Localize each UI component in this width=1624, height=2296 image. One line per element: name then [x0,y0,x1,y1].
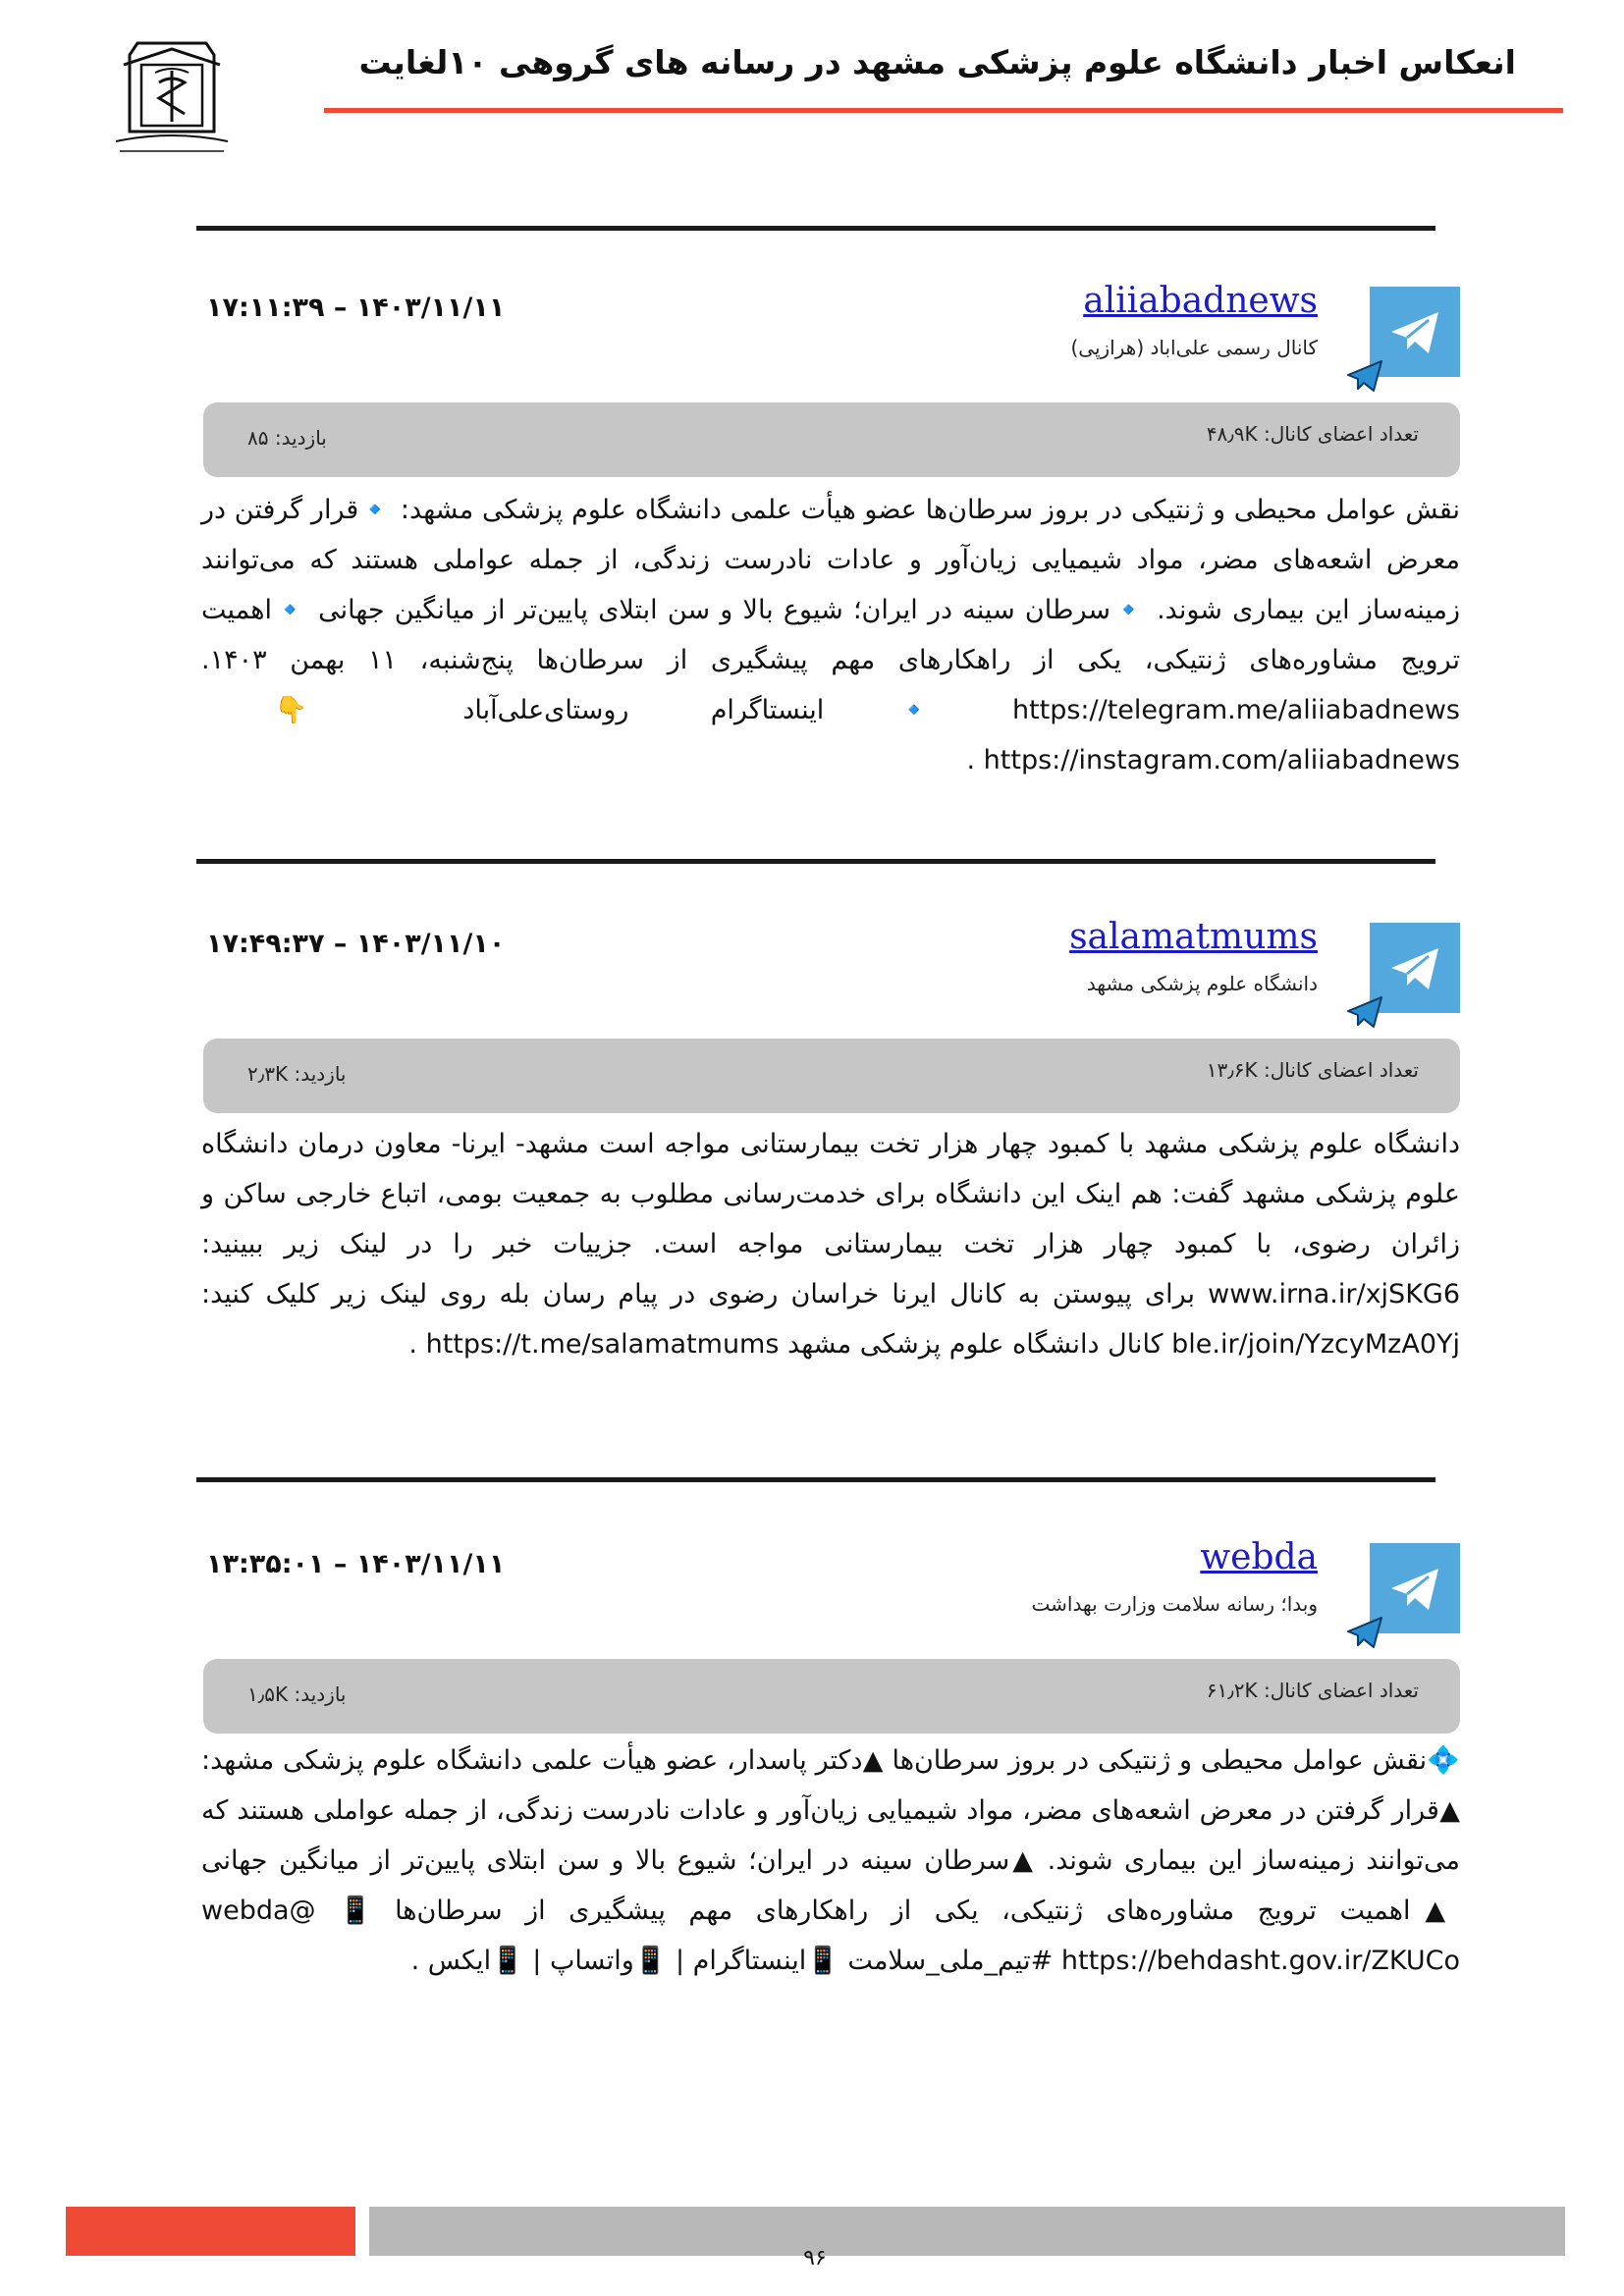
post-text: نقش عوامل محیطی و ژنتیکی در بروز سرطان‌ها عضو هیأت علمی دانشگاه علوم پزشکی مشهد: 🔹قرار گرفتن در معرض اشعه‌های مضر، مواد شیمیایی زیان‌آور و عادات نادرست زندگی، از جمله عواملی هستند که می‌توانند زمینه‌ساز این بیماری شوند. 🔹سرطان سینه در ایران؛ شیوع بالا و سن ابتلای پایین‌تر از میانگین جهانی 🔹اهمیت ترویج مشاوره‌های ژنتیکی، یکی از راهکارهای مهم پیشگیری از سرطان‌ها پنج‌شنبه، ۱۱ بهمن ۱۴۰۳. https://telegram.me/aliiabadnews 🔹اینستاگرام روستای‌علی‌آباد 👇 https://instagram.com/aliiabadnews . [201,495,1460,775]
footer-accent-bar [66,2207,355,2256]
page-number: ۹۶ [803,2246,827,2270]
telegram-plane-icon [1346,995,1383,1029]
university-logo [98,35,245,173]
stats-bar [203,1039,1460,1113]
view-count: بازدید: ۲٫۳K [247,1062,347,1086]
post-body [201,485,1460,785]
telegram-plane-icon [1346,1616,1383,1649]
member-count: تعداد اعضای کانال: ۶۱٫۲K [1206,1679,1419,1702]
post-date: ۱۳:۳۵:۰۱ – ۱۴۰۳/۱۱/۱۱ [206,1549,506,1579]
post-divider [196,1477,1435,1482]
post-card [201,281,1460,775]
view-count: بازدید: ۱٫۵K [247,1682,347,1706]
member-count: تعداد اعضای کانال: ۴۸٫۹K [1206,422,1419,446]
channel-description: وبدا؛ رسانه سلامت وزارت بهداشت [1031,1592,1318,1616]
telegram-plane-icon [1346,359,1383,393]
post-body [201,1119,1460,1369]
page-title: انعکاس اخبار دانشگاه علوم پزشکی مشهد در رسانه های گروهی ۱۰لغایت [358,43,1516,81]
channel-name-link[interactable]: webda [1200,1537,1318,1577]
post-divider [196,226,1435,231]
post-date: ۱۷:۴۹:۳۷ – ۱۴۰۳/۱۱/۱۰ [206,929,506,959]
post-divider [196,859,1435,864]
member-count: تعداد اعضای کانال: ۱۳٫۶K [1206,1058,1419,1082]
channel-description: کانال رسمی علی‌اباد (هرازپی) [1070,336,1318,359]
post-body [201,1735,1460,1986]
footer-bar [369,2207,1565,2256]
post-card [201,917,1460,1374]
channel-description: دانشگاه علوم پزشکی مشهد [1086,972,1318,995]
channel-name-link[interactable]: salamatmums [1069,917,1318,957]
title-underline [324,108,1563,113]
post-text: 💠نقش عوامل محیطی و ژنتیکی در بروز سرطان‌ها ▲دکتر پاسدار، عضو هیأت علمی دانشگاه علوم پزشکی مشهد: ▲قرار گرفتن در معرض اشعه‌های مضر، مواد شیمیایی زیان‌آور و عادات نادرست زندگی، از جمله عواملی هستند که می‌توانند زمینه‌ساز این بیماری شوند. ▲سرطان سینه در ایران؛ شیوع بالا و سن ابتلای پایین‌تر از میانگین جهانی ▲اهمیت ترویج مشاوره‌های ژنتیکی، یکی از راهکارهای مهم پیشگیری از سرطان‌ها webda@ 📱 https://behdasht.gov.ir/ZKUCo #تیم_ملی_سلامت 📱اینستاگرام | 📱واتساپ | 📱ایکس . [201,1745,1460,1976]
stats-bar [203,1659,1460,1734]
post-date: ۱۷:۱۱:۳۹ – ۱۴۰۳/۱۱/۱۱ [206,293,506,323]
post-text: دانشگاه علوم پزشکی مشهد با کمبود چهار هزار تخت بیمارستانی مواجه است مشهد- ایرنا- معاون درمان دانشگاه علوم پزشکی مشهد گفت: هم اینک این دانشگاه برای خدمت‌رسانی مطلوب به جمعیت بومی، اتباع خارجی ساکن و زائران رضوی، با کمبود چهار هزار تخت بیمارستانی مواجه است. جزییات خبر را در لینک زیر ببینید: www.irna.ir/xjSKG6 برای پیوستن به کانال ایرنا خراسان رضوی در پیام رسان بله روی لینک زیر کلیک کنید: ble.ir/join/YzcyMzA0Yj کانال دانشگاه علوم پزشکی مشهد https://t.me/salamatmums . [201,1129,1460,1360]
post-card [201,1537,1460,1995]
stats-bar [203,402,1460,477]
view-count: بازدید: ۸۵ [247,426,327,450]
channel-name-link[interactable]: aliiabadnews [1083,281,1318,321]
